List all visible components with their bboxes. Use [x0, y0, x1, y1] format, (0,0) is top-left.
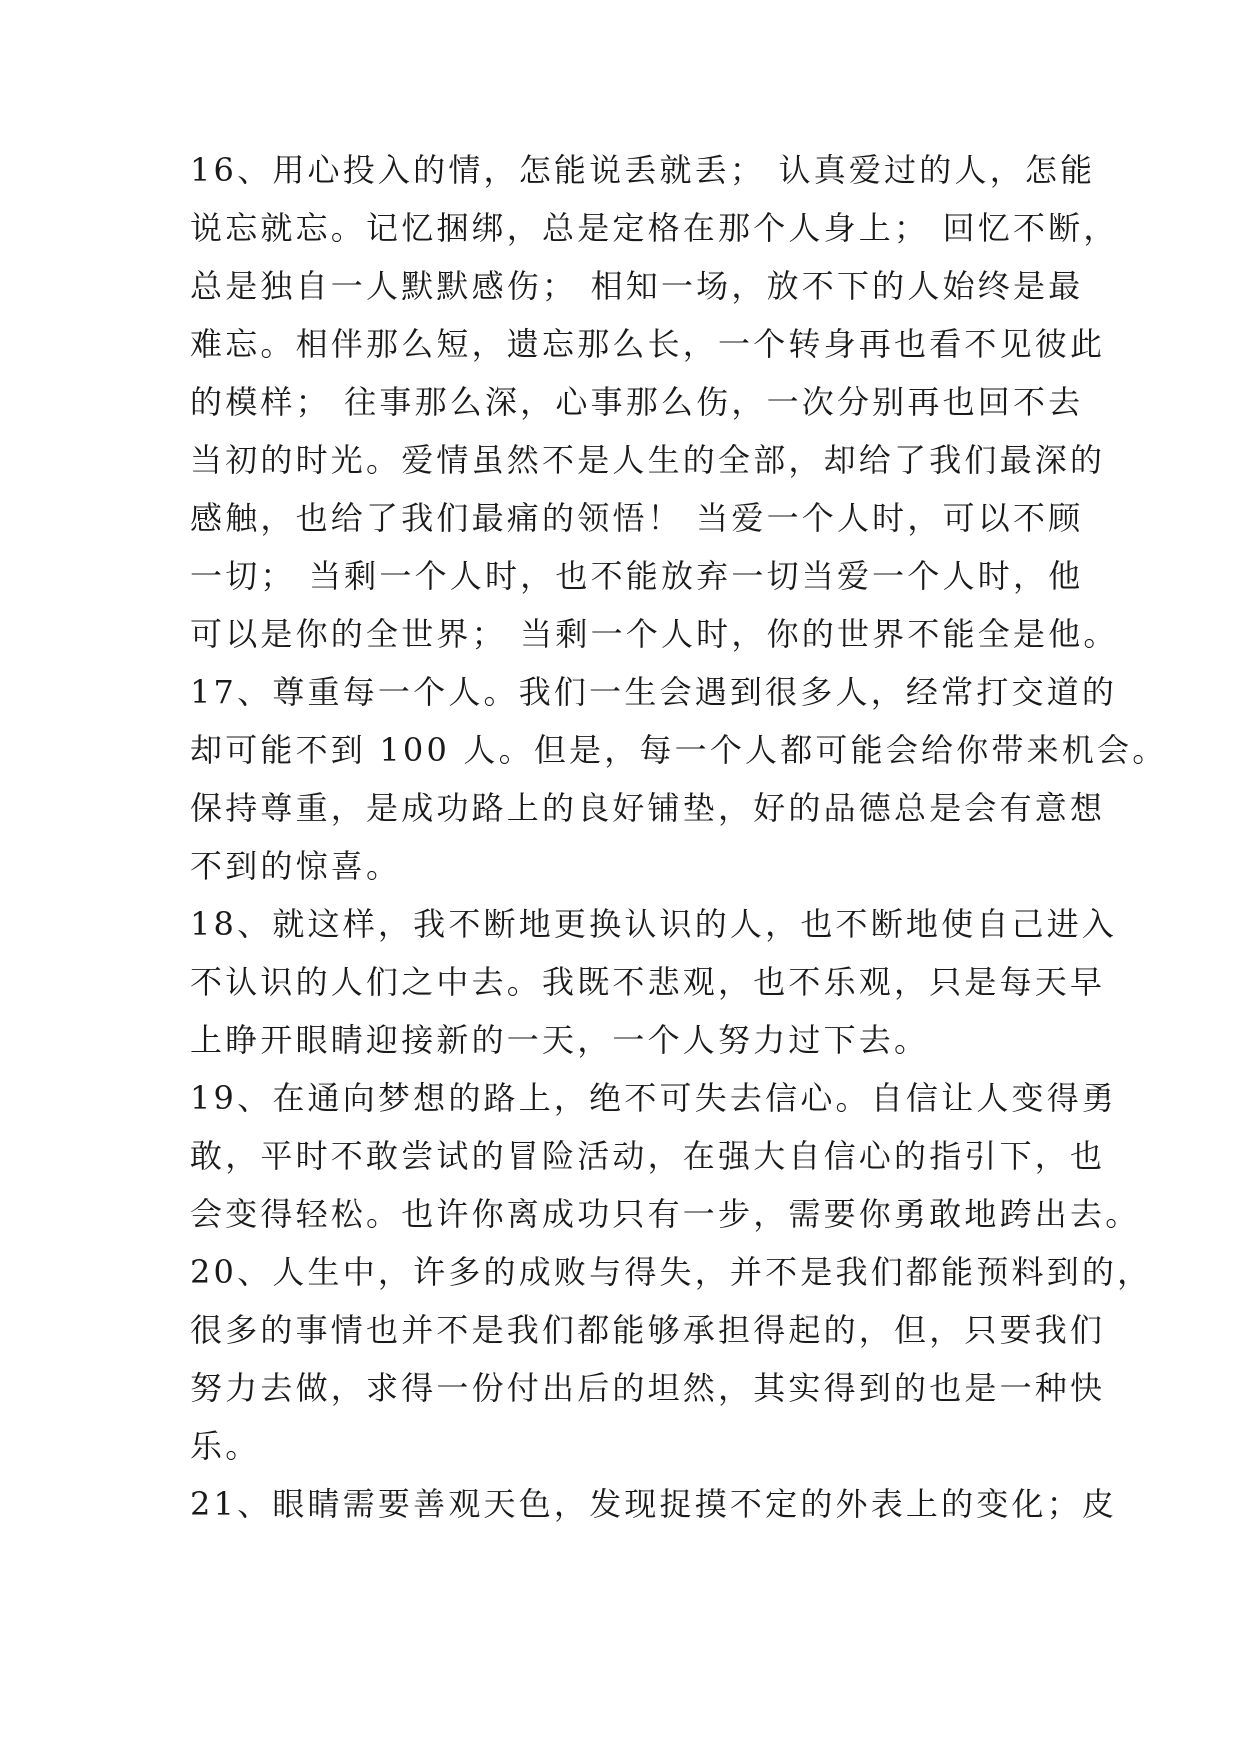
text-line: 乐。: [190, 1427, 261, 1465]
text-line: 敢，平时不敢尝试的冒险活动，在强大自信心的指引下，也: [190, 1137, 1106, 1175]
text-line: 不到的惊喜。: [190, 847, 402, 885]
text-line: 保持尊重，是成功路上的良好铺垫，好的品德总是会有意想: [190, 789, 1106, 827]
text-line: 感触，也给了我们最痛的领悟！ 当爱一个人时，可以不顾: [190, 499, 1084, 537]
text-line: 努力去做，求得一份付出后的坦然，其实得到的也是一种快: [190, 1369, 1106, 1407]
text-line: 却可能不到 100 人。但是，每一个人都可能会给你带来机会。: [190, 731, 1168, 769]
text-line: 上睁开眼睛迎接新的一天，一个人努力过下去。: [190, 1021, 930, 1059]
text-line: 当初的时光。爱情虽然不是人生的全部，却给了我们最深的: [190, 441, 1106, 479]
text-line: 可以是你的全世界； 当剩一个人时，你的世界不能全是他。: [190, 615, 1119, 653]
text-line: 17、尊重每一个人。我们一生会遇到很多人，经常打交道的: [190, 673, 1118, 711]
text-line: 18、就这样，我不断地更换认识的人，也不断地使自己进入: [190, 905, 1118, 943]
text-line: 20、人生中，许多的成败与得失，并不是我们都能预料到的，: [190, 1253, 1153, 1291]
text-line: 21、眼睛需要善观天色，发现捉摸不定的外表上的变化；皮: [190, 1485, 1118, 1523]
text-line: 会变得轻松。也许你离成功只有一步，需要你勇敢地跨出去。: [190, 1195, 1141, 1233]
text-line: 不认识的人们之中去。我既不悲观，也不乐观，只是每天早: [190, 963, 1106, 1001]
text-line: 一切； 当剩一个人时，也不能放弃一切当爱一个人时，他: [190, 557, 1084, 595]
text-line: 难忘。相伴那么短，遗忘那么长，一个转身再也看不见彼此: [190, 325, 1106, 363]
text-line: 19、在通向梦想的路上，绝不可失去信心。自信让人变得勇: [190, 1079, 1118, 1117]
text-line: 很多的事情也并不是我们都能够承担得起的，但，只要我们: [190, 1311, 1106, 1349]
text-line: 说忘就忘。记忆捆绑，总是定格在那个人身上； 回忆不断，: [190, 209, 1119, 247]
text-line: 总是独自一人默默感伤； 相知一场，放不下的人始终是最: [190, 267, 1084, 305]
text-line: 16、用心投入的情，怎能说丢就丢； 认真爱过的人，怎能: [190, 151, 1096, 189]
text-line: 的模样； 往事那么深，心事那么伤，一次分别再也回不去: [190, 383, 1084, 421]
